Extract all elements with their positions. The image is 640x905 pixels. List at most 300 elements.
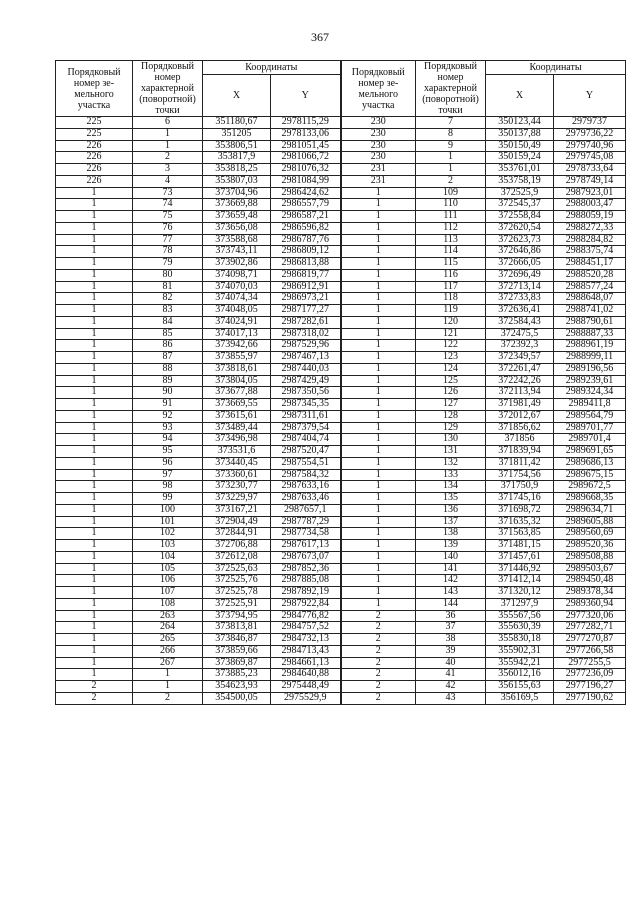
cell-plot-number-left: 1: [56, 387, 133, 399]
cell-plot-number-left: 1: [56, 622, 133, 634]
cell-plot-number-left: 1: [56, 328, 133, 340]
cell-y-coordinate-right: 2989239,61: [554, 375, 626, 387]
cell-point-number-right: 8: [416, 128, 486, 140]
cell-y-coordinate-right: 2989378,34: [554, 587, 626, 599]
cell-point-number-left: 108: [133, 598, 203, 610]
cell-point-number-left: 2: [133, 152, 203, 164]
table-row: [56, 399, 626, 411]
cell-point-number-right: 130: [416, 434, 486, 446]
table-row: [56, 516, 626, 528]
cell-y-coordinate-left: 2987379,54: [271, 422, 341, 434]
cell-x-coordinate-right: 350137,88: [486, 128, 554, 140]
cell-y-coordinate-right: 2977320,06: [554, 610, 626, 622]
cell-y-coordinate-left: 2984776,82: [271, 610, 341, 622]
cell-plot-number-left: 1: [56, 610, 133, 622]
cell-y-coordinate-left: 2987429,49: [271, 375, 341, 387]
cell-plot-number-left: 1: [56, 446, 133, 458]
cell-point-number-right: 112: [416, 222, 486, 234]
cell-point-number-left: 4: [133, 175, 203, 187]
cell-plot-number-right: 1: [341, 422, 416, 434]
cell-plot-number-right: 231: [341, 175, 416, 187]
cell-plot-number-left: 1: [56, 340, 133, 352]
table-row: [56, 387, 626, 399]
cell-y-coordinate-right: 2979736,22: [554, 128, 626, 140]
cell-point-number-right: 40: [416, 657, 486, 669]
cell-x-coordinate-right: 372242,26: [486, 375, 554, 387]
cell-y-coordinate-left: 2987617,13: [271, 540, 341, 552]
cell-point-number-right: 142: [416, 575, 486, 587]
cell-plot-number-right: 1: [341, 246, 416, 258]
table-row: [56, 669, 626, 681]
cell-y-coordinate-right: 2979745,08: [554, 152, 626, 164]
cell-x-coordinate-left: 373818,61: [203, 363, 271, 375]
cell-plot-number-right: 2: [341, 657, 416, 669]
cell-y-coordinate-left: 2981051,45: [271, 140, 341, 152]
cell-y-coordinate-right: 2988272,33: [554, 222, 626, 234]
cell-plot-number-right: 1: [341, 187, 416, 199]
cell-x-coordinate-right: 350150,49: [486, 140, 554, 152]
cell-x-coordinate-right: 371481,15: [486, 540, 554, 552]
cell-plot-number-left: 1: [56, 422, 133, 434]
cell-y-coordinate-left: 2978133,06: [271, 128, 341, 140]
cell-point-number-right: 129: [416, 422, 486, 434]
cell-plot-number-left: 1: [56, 657, 133, 669]
cell-point-number-left: 95: [133, 446, 203, 458]
cell-y-coordinate-left: 2984661,13: [271, 657, 341, 669]
cell-y-coordinate-left: 2975529,9: [271, 692, 341, 704]
table-row: [56, 363, 626, 375]
table-row: [56, 211, 626, 223]
cell-plot-number-left: 1: [56, 434, 133, 446]
cell-x-coordinate-left: 373167,21: [203, 504, 271, 516]
header-coordinates-right: Координаты: [486, 61, 626, 75]
table-row: [56, 234, 626, 246]
cell-x-coordinate-left: 373656,08: [203, 222, 271, 234]
table-row: [56, 446, 626, 458]
cell-x-coordinate-right: 371856: [486, 434, 554, 446]
cell-y-coordinate-left: 2987673,07: [271, 551, 341, 563]
cell-point-number-right: 1: [416, 164, 486, 176]
cell-plot-number-left: 1: [56, 493, 133, 505]
table-row: [56, 469, 626, 481]
cell-x-coordinate-left: 373496,98: [203, 434, 271, 446]
cell-plot-number-right: 2: [341, 669, 416, 681]
cell-point-number-right: 115: [416, 258, 486, 270]
cell-x-coordinate-left: 373669,55: [203, 399, 271, 411]
cell-point-number-right: 116: [416, 269, 486, 281]
table-row: [56, 493, 626, 505]
cell-point-number-right: 118: [416, 293, 486, 305]
cell-plot-number-left: 2: [56, 692, 133, 704]
cell-x-coordinate-left: 373855,97: [203, 352, 271, 364]
cell-x-coordinate-right: 356169,5: [486, 692, 554, 704]
cell-plot-number-right: 1: [341, 387, 416, 399]
table-row: [56, 457, 626, 469]
cell-plot-number-left: 1: [56, 540, 133, 552]
cell-point-number-left: 102: [133, 528, 203, 540]
cell-plot-number-right: 230: [341, 152, 416, 164]
cell-y-coordinate-right: 2989605,88: [554, 516, 626, 528]
cell-point-number-right: 135: [416, 493, 486, 505]
cell-plot-number-right: 1: [341, 281, 416, 293]
cell-y-coordinate-left: 2987440,03: [271, 363, 341, 375]
cell-y-coordinate-right: 2989360,94: [554, 598, 626, 610]
cell-point-number-left: 77: [133, 234, 203, 246]
cell-x-coordinate-left: 373859,66: [203, 645, 271, 657]
cell-point-number-right: 138: [416, 528, 486, 540]
cell-x-coordinate-left: 373677,88: [203, 387, 271, 399]
cell-x-coordinate-right: 372646,86: [486, 246, 554, 258]
cell-y-coordinate-right: 2977196,27: [554, 681, 626, 693]
cell-point-number-right: 114: [416, 246, 486, 258]
cell-point-number-left: 73: [133, 187, 203, 199]
cell-x-coordinate-left: 372525,91: [203, 598, 271, 610]
cell-x-coordinate-right: 350159,24: [486, 152, 554, 164]
cell-point-number-left: 97: [133, 469, 203, 481]
cell-x-coordinate-right: 371754,56: [486, 469, 554, 481]
cell-y-coordinate-left: 2984757,52: [271, 622, 341, 634]
cell-point-number-left: 100: [133, 504, 203, 516]
cell-plot-number-right: 1: [341, 434, 416, 446]
cell-y-coordinate-right: 2989503,67: [554, 563, 626, 575]
cell-plot-number-left: 1: [56, 528, 133, 540]
cell-x-coordinate-left: 351180,67: [203, 117, 271, 129]
table-row: [56, 410, 626, 422]
cell-point-number-right: 140: [416, 551, 486, 563]
cell-point-number-right: 2: [416, 175, 486, 187]
cell-y-coordinate-right: 2977282,71: [554, 622, 626, 634]
header-y-right: Y: [554, 75, 626, 117]
cell-plot-number-right: 1: [341, 528, 416, 540]
cell-y-coordinate-left: 2987885,08: [271, 575, 341, 587]
cell-x-coordinate-right: 356155,63: [486, 681, 554, 693]
cell-plot-number-left: 1: [56, 563, 133, 575]
table-row: [56, 328, 626, 340]
cell-point-number-left: 1: [133, 128, 203, 140]
table-body: [56, 117, 626, 705]
header-point-number-right: Порядковый номер характерной (поворотной) точки: [416, 61, 486, 117]
cell-x-coordinate-left: 372525,76: [203, 575, 271, 587]
cell-x-coordinate-right: 355942,21: [486, 657, 554, 669]
cell-plot-number-left: 1: [56, 634, 133, 646]
cell-x-coordinate-left: 373813,81: [203, 622, 271, 634]
cell-point-number-left: 82: [133, 293, 203, 305]
cell-x-coordinate-right: 371856,62: [486, 422, 554, 434]
cell-y-coordinate-right: 2989450,48: [554, 575, 626, 587]
cell-point-number-right: 125: [416, 375, 486, 387]
cell-plot-number-right: 1: [341, 363, 416, 375]
cell-x-coordinate-right: 372475,5: [486, 328, 554, 340]
cell-plot-number-left: 1: [56, 293, 133, 305]
cell-y-coordinate-right: 2988999,11: [554, 352, 626, 364]
cell-y-coordinate-right: 2989564,79: [554, 410, 626, 422]
cell-x-coordinate-left: 353818,25: [203, 164, 271, 176]
cell-plot-number-left: 1: [56, 410, 133, 422]
cell-x-coordinate-right: 372666,05: [486, 258, 554, 270]
cell-plot-number-left: 1: [56, 211, 133, 223]
cell-point-number-right: 111: [416, 211, 486, 223]
cell-x-coordinate-right: 372113,94: [486, 387, 554, 399]
cell-y-coordinate-left: 2986912,91: [271, 281, 341, 293]
cell-x-coordinate-right: 355902,31: [486, 645, 554, 657]
cell-plot-number-right: 1: [341, 481, 416, 493]
cell-x-coordinate-left: 372612,08: [203, 551, 271, 563]
cell-point-number-left: 88: [133, 363, 203, 375]
cell-point-number-left: 1: [133, 681, 203, 693]
cell-point-number-left: 74: [133, 199, 203, 211]
cell-point-number-left: 76: [133, 222, 203, 234]
cell-y-coordinate-right: 2989675,15: [554, 469, 626, 481]
cell-plot-number-left: 1: [56, 457, 133, 469]
cell-point-number-left: 86: [133, 340, 203, 352]
cell-x-coordinate-right: 371811,42: [486, 457, 554, 469]
table-row: [56, 281, 626, 293]
cell-plot-number-left: 1: [56, 645, 133, 657]
cell-x-coordinate-right: 371446,92: [486, 563, 554, 575]
cell-point-number-right: 37: [416, 622, 486, 634]
cell-x-coordinate-right: 371745,16: [486, 493, 554, 505]
cell-point-number-left: 94: [133, 434, 203, 446]
cell-point-number-right: 127: [416, 399, 486, 411]
cell-x-coordinate-left: 373230,77: [203, 481, 271, 493]
cell-plot-number-left: 1: [56, 352, 133, 364]
cell-y-coordinate-left: 2975448,49: [271, 681, 341, 693]
cell-y-coordinate-left: 2987345,35: [271, 399, 341, 411]
cell-x-coordinate-left: 354500,05: [203, 692, 271, 704]
cell-point-number-right: 41: [416, 669, 486, 681]
cell-plot-number-left: 1: [56, 187, 133, 199]
table-row: [56, 140, 626, 152]
header-coordinates-left: Координаты: [203, 61, 341, 75]
cell-plot-number-left: 1: [56, 598, 133, 610]
cell-point-number-right: 119: [416, 305, 486, 317]
page-number: 367: [311, 30, 329, 44]
table-row: [56, 563, 626, 575]
cell-y-coordinate-left: 2986557,79: [271, 199, 341, 211]
cell-point-number-left: 103: [133, 540, 203, 552]
cell-plot-number-right: 2: [341, 634, 416, 646]
cell-point-number-left: 79: [133, 258, 203, 270]
cell-plot-number-right: 1: [341, 504, 416, 516]
table-row: [56, 375, 626, 387]
cell-y-coordinate-right: 2989196,56: [554, 363, 626, 375]
cell-y-coordinate-right: 2988887,33: [554, 328, 626, 340]
cell-x-coordinate-right: 372545,37: [486, 199, 554, 211]
cell-y-coordinate-left: 2986813,88: [271, 258, 341, 270]
table-row: [56, 634, 626, 646]
cell-point-number-left: 75: [133, 211, 203, 223]
cell-y-coordinate-right: 2989701,77: [554, 422, 626, 434]
cell-plot-number-right: 1: [341, 410, 416, 422]
cell-x-coordinate-right: 372349,57: [486, 352, 554, 364]
cell-point-number-right: 132: [416, 457, 486, 469]
cell-plot-number-right: 1: [341, 328, 416, 340]
cell-point-number-left: 93: [133, 422, 203, 434]
cell-y-coordinate-right: 2988520,28: [554, 269, 626, 281]
cell-plot-number-left: 1: [56, 316, 133, 328]
table-row: [56, 551, 626, 563]
cell-point-number-right: 117: [416, 281, 486, 293]
cell-point-number-right: 113: [416, 234, 486, 246]
cell-y-coordinate-right: 2989686,13: [554, 457, 626, 469]
cell-x-coordinate-right: 355830,18: [486, 634, 554, 646]
table-row: [56, 164, 626, 176]
cell-y-coordinate-right: 2989508,88: [554, 551, 626, 563]
cell-y-coordinate-right: 2988577,24: [554, 281, 626, 293]
cell-plot-number-left: 1: [56, 587, 133, 599]
cell-y-coordinate-left: 2984640,88: [271, 669, 341, 681]
cell-y-coordinate-right: 2978733,64: [554, 164, 626, 176]
cell-y-coordinate-left: 2987404,74: [271, 434, 341, 446]
cell-point-number-left: 264: [133, 622, 203, 634]
cell-y-coordinate-right: 2977266,58: [554, 645, 626, 657]
cell-y-coordinate-right: 2989701,4: [554, 434, 626, 446]
cell-x-coordinate-left: 353817,9: [203, 152, 271, 164]
cell-point-number-right: 137: [416, 516, 486, 528]
cell-y-coordinate-right: 2988059,19: [554, 211, 626, 223]
cell-plot-number-right: 1: [341, 551, 416, 563]
cell-point-number-left: 265: [133, 634, 203, 646]
cell-point-number-right: 122: [416, 340, 486, 352]
cell-plot-number-left: 225: [56, 117, 133, 129]
cell-plot-number-right: 1: [341, 563, 416, 575]
cell-point-number-left: 80: [133, 269, 203, 281]
cell-x-coordinate-left: 373588,68: [203, 234, 271, 246]
table-row: [56, 692, 626, 704]
cell-y-coordinate-left: 2987892,19: [271, 587, 341, 599]
cell-y-coordinate-left: 2981076,32: [271, 164, 341, 176]
cell-x-coordinate-right: 372558,84: [486, 211, 554, 223]
cell-plot-number-right: 1: [341, 540, 416, 552]
cell-point-number-left: 99: [133, 493, 203, 505]
cell-x-coordinate-left: 373229,97: [203, 493, 271, 505]
table-row: [56, 610, 626, 622]
cell-y-coordinate-left: 2986424,62: [271, 187, 341, 199]
cell-plot-number-right: 1: [341, 340, 416, 352]
cell-x-coordinate-right: 356012,16: [486, 669, 554, 681]
table-row: [56, 622, 626, 634]
cell-plot-number-left: 1: [56, 469, 133, 481]
table-row: [56, 598, 626, 610]
table-row: [56, 258, 626, 270]
cell-y-coordinate-right: 2979737: [554, 117, 626, 129]
cell-x-coordinate-left: 373489,44: [203, 422, 271, 434]
cell-point-number-left: 83: [133, 305, 203, 317]
cell-y-coordinate-left: 2987633,46: [271, 493, 341, 505]
cell-point-number-left: 267: [133, 657, 203, 669]
cell-x-coordinate-left: 351205: [203, 128, 271, 140]
cell-plot-number-right: 230: [341, 140, 416, 152]
cell-plot-number-right: 1: [341, 446, 416, 458]
cell-plot-number-left: 1: [56, 199, 133, 211]
table-row: [56, 187, 626, 199]
cell-point-number-left: 89: [133, 375, 203, 387]
cell-point-number-right: 126: [416, 387, 486, 399]
cell-point-number-left: 104: [133, 551, 203, 563]
cell-x-coordinate-left: 372525,78: [203, 587, 271, 599]
cell-plot-number-right: 1: [341, 258, 416, 270]
cell-x-coordinate-right: 372525,9: [486, 187, 554, 199]
cell-y-coordinate-right: 2988790,61: [554, 316, 626, 328]
cell-x-coordinate-right: 355630,39: [486, 622, 554, 634]
cell-plot-number-left: 2: [56, 681, 133, 693]
cell-plot-number-right: 1: [341, 598, 416, 610]
cell-plot-number-left: 1: [56, 269, 133, 281]
cell-x-coordinate-left: 372706,88: [203, 540, 271, 552]
cell-y-coordinate-left: 2987852,36: [271, 563, 341, 575]
cell-point-number-right: 144: [416, 598, 486, 610]
cell-x-coordinate-left: 374070,03: [203, 281, 271, 293]
cell-plot-number-right: 1: [341, 293, 416, 305]
cell-x-coordinate-left: 372904,49: [203, 516, 271, 528]
cell-x-coordinate-left: 372525,63: [203, 563, 271, 575]
cell-plot-number-left: 1: [56, 363, 133, 375]
cell-point-number-left: 105: [133, 563, 203, 575]
cell-y-coordinate-right: 2988451,17: [554, 258, 626, 270]
coordinates-table: [55, 60, 626, 705]
cell-x-coordinate-left: 374074,34: [203, 293, 271, 305]
cell-y-coordinate-right: 2977255,5: [554, 657, 626, 669]
table-row: [56, 575, 626, 587]
cell-y-coordinate-right: 2988375,74: [554, 246, 626, 258]
cell-x-coordinate-right: 371412,14: [486, 575, 554, 587]
cell-point-number-left: 92: [133, 410, 203, 422]
cell-y-coordinate-left: 2987350,56: [271, 387, 341, 399]
table-row: [56, 128, 626, 140]
cell-plot-number-right: 1: [341, 375, 416, 387]
cell-x-coordinate-right: 372696,49: [486, 269, 554, 281]
cell-plot-number-right: 2: [341, 681, 416, 693]
table-row: [56, 504, 626, 516]
cell-x-coordinate-left: 373743,11: [203, 246, 271, 258]
cell-x-coordinate-left: 354623,93: [203, 681, 271, 693]
table-row: [56, 434, 626, 446]
cell-y-coordinate-right: 2979740,96: [554, 140, 626, 152]
cell-plot-number-right: 1: [341, 211, 416, 223]
cell-point-number-right: 121: [416, 328, 486, 340]
cell-y-coordinate-right: 2988648,07: [554, 293, 626, 305]
cell-plot-number-left: 1: [56, 504, 133, 516]
cell-x-coordinate-left: 374024,91: [203, 316, 271, 328]
cell-y-coordinate-left: 2987633,16: [271, 481, 341, 493]
cell-plot-number-left: 1: [56, 281, 133, 293]
table-row: [56, 540, 626, 552]
table-row: [56, 481, 626, 493]
cell-y-coordinate-left: 2987787,29: [271, 516, 341, 528]
cell-y-coordinate-left: 2987318,02: [271, 328, 341, 340]
cell-plot-number-left: 1: [56, 222, 133, 234]
cell-plot-number-right: 1: [341, 305, 416, 317]
cell-point-number-left: 6: [133, 117, 203, 129]
cell-x-coordinate-left: 374098,71: [203, 269, 271, 281]
cell-y-coordinate-left: 2986587,21: [271, 211, 341, 223]
cell-x-coordinate-right: 350123,44: [486, 117, 554, 129]
cell-x-coordinate-left: 373942,66: [203, 340, 271, 352]
cell-point-number-left: 266: [133, 645, 203, 657]
cell-x-coordinate-right: 372012,67: [486, 410, 554, 422]
cell-y-coordinate-left: 2986596,82: [271, 222, 341, 234]
cell-plot-number-left: 226: [56, 164, 133, 176]
cell-x-coordinate-right: 371981,49: [486, 399, 554, 411]
cell-point-number-right: 38: [416, 634, 486, 646]
cell-y-coordinate-left: 2978115,29: [271, 117, 341, 129]
cell-plot-number-left: 1: [56, 481, 133, 493]
cell-plot-number-right: 1: [341, 352, 416, 364]
cell-y-coordinate-right: 2988003,47: [554, 199, 626, 211]
cell-point-number-left: 101: [133, 516, 203, 528]
cell-y-coordinate-right: 2977236,09: [554, 669, 626, 681]
cell-y-coordinate-left: 2987311,61: [271, 410, 341, 422]
